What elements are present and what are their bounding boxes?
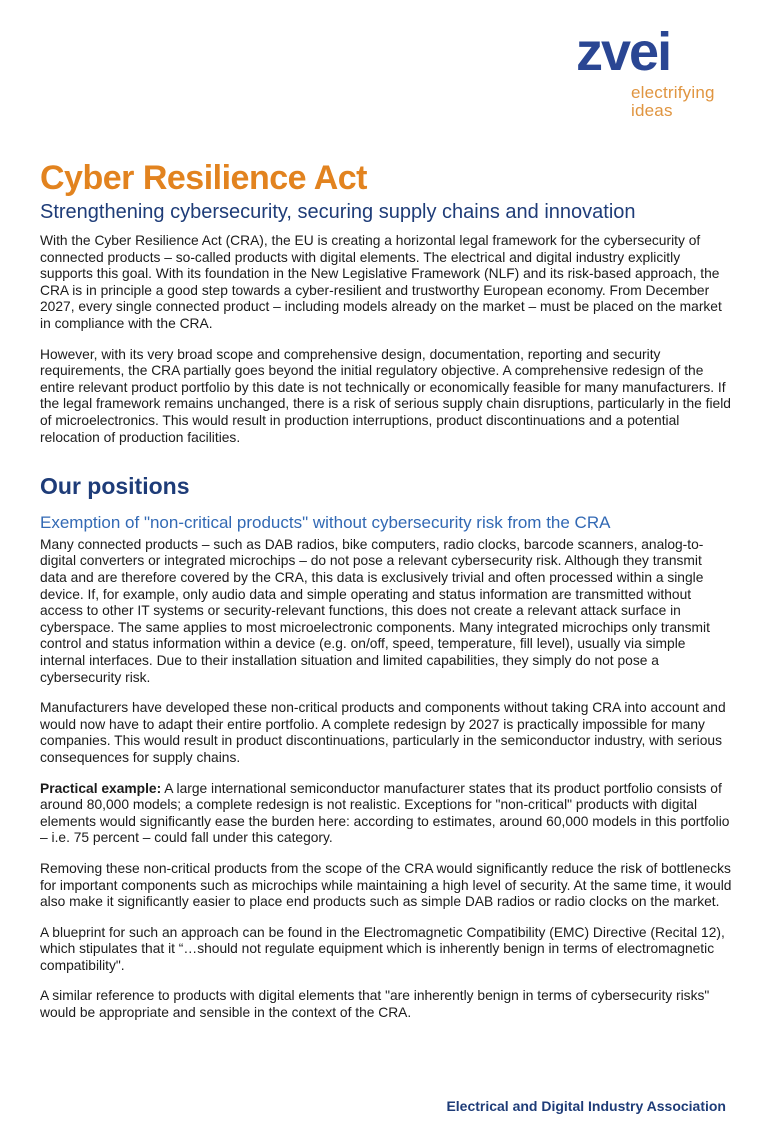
zvei-wordmark: zvei — [576, 22, 671, 82]
logo-tagline-line1: electrifying — [631, 82, 715, 102]
logo-tagline-line2: ideas — [631, 101, 673, 121]
intro-paragraph-2: However, with its very broad scope and comprehensive design, documentation, reporting and security requirements, the CRA partially goes beyond the initial regulatory objective. A comprehensive redesign of the entire relevant product portfolio by this date is not technically or economically feasible for many manufacturers. If the legal framework remains unchanged, there is a risk of serious supply chain disruptions, particularly in the field of microelectronics. This would result in production interruptions, product discontinuations and a potential relocation of production facilities. — [40, 346, 731, 445]
document-body — [40, 233, 732, 1036]
intro-paragraph-1: With the Cyber Resilience Act (CRA), the EU is creating a horizontal legal framework for the cybersecurity of connected products – so-called products with digital elements. The electrical and digital industry explicitly supports this goal. With its foundation in the New Legislative Framework (NLF) and its risk-based approach, the CRA is in principle a good step towards a cyber-resilient and trustworthy European economy. From December 2027, every single connected product – including models already on the market – must be placed on the market in compliance with the CRA. — [40, 233, 722, 331]
positions-paragraph-5: A blueprint for such an approach can be found in the Electromagnetic Compatibility (EMC) Directive (Recital 12), which stipulates that it “…should not regulate equipment which is inherently benign in terms of electromagnetic compatibility". — [40, 924, 725, 973]
positions-paragraph-2: Manufacturers have developed these non-critical products and components without taking CRA into account and would now have to adapt their entire portfolio. A complete redesign by 2027 is practically impossible for many companies. This would result in product discontinuations, particularly in the semiconductor industry, with serious consequences for supply chains. — [40, 700, 726, 765]
zvei-logo — [576, 22, 715, 121]
page-title: Cyber Resilience Act — [40, 159, 367, 197]
practical-example-text: A large international semiconductor manufacturer states that its product portfolio consists of around 80,000 models; a complete redesign is not realistic. Exceptions for "non-critical" products with digital elements would significantly ease the burden here: according to estimates, around 60,000 models in this portfolio – i.e. 75 percent – could fall under this category. — [40, 780, 730, 846]
positions-paragraph-1: Many connected products – such as DAB radios, bike computers, radio clocks, barcode scanners, analog-to-digital converters or integrated microchips – do not pose a relevant cybersecurity risk. Although they transmit data and are therefore covered by the CRA, this data is exclusively trivial and often processed within a single device. If, for example, only audio data and simple operating and status information are transmitted without access to other IT systems or security-relevant functions, this does not create a relevant attack surface in cyberspace. The same applies to most microelectronic components. Many integrated microchips only transmit control and status information within a device (e.g. on/off, speed, temperature, fill level), usually via simple internal interfaces. Due to their installation situation and limited capabilities, they simply do not pose a cybersecurity risk. — [40, 536, 710, 685]
page-subtitle: Strengthening cybersecurity, securing supply chains and innovation — [40, 201, 636, 223]
positions-heading: Our positions — [40, 473, 190, 500]
footer-text: Electrical and Digital Industry Association — [446, 1098, 726, 1114]
logo-tagline — [631, 84, 715, 121]
practical-example-label: Practical example: — [40, 780, 162, 796]
positions-subheading: Exemption of "non-critical products" without cybersecurity risk from the CRA — [40, 513, 611, 533]
positions-paragraph-4: Removing these non-critical products from the scope of the CRA would significantly reduce the risk of bottlenecks for important components such as microchips while maintaining a high level of security. At the same time, it would also make it significantly easier to place end products such as simple DAB radios or radio clocks on the market. — [40, 860, 732, 910]
positions-paragraph-practical-example — [40, 781, 732, 847]
positions-paragraph-6: A similar reference to products with digital elements that "are inherently benign in terms of cybersecurity risks" would be appropriate and sensible in the context of the CRA. — [40, 988, 710, 1021]
